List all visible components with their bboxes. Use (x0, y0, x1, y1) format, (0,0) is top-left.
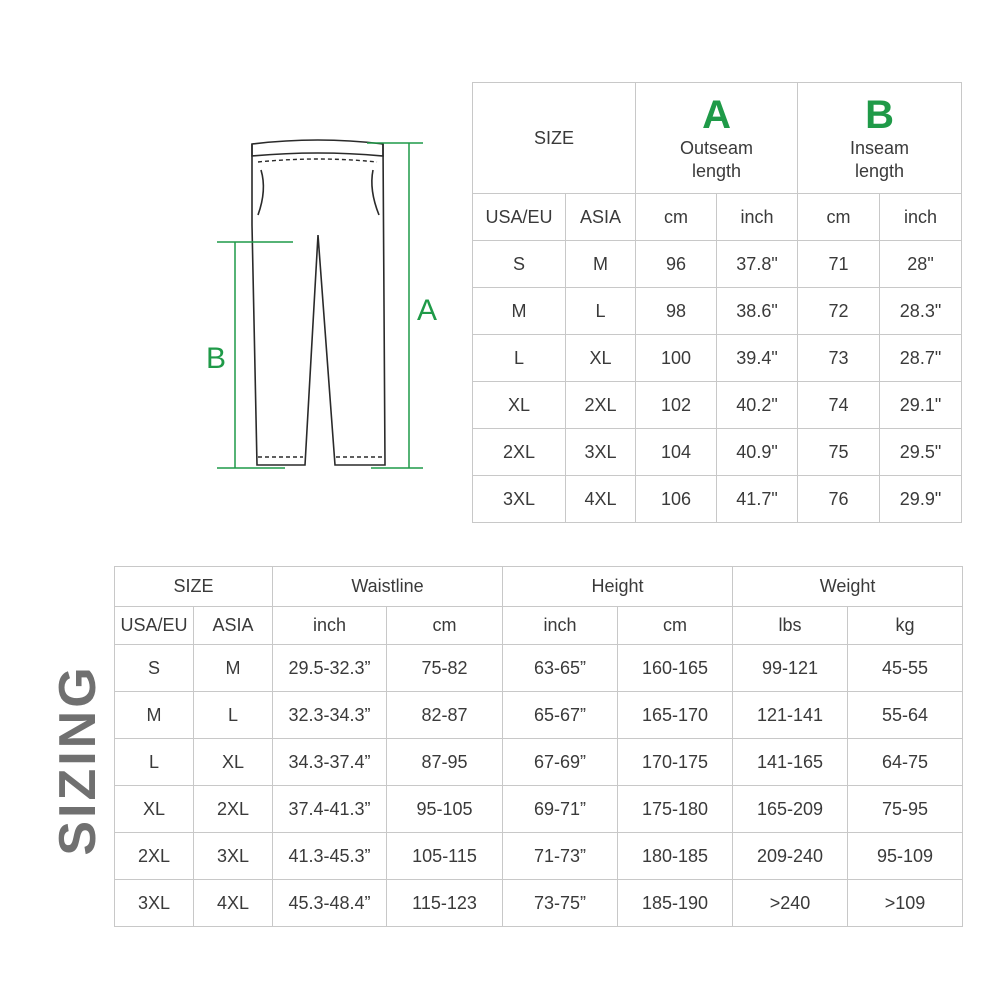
table-cell: M (473, 288, 566, 335)
table-cell: 96 (636, 241, 717, 288)
table-cell: 100 (636, 335, 717, 382)
table-cell: 175-180 (618, 786, 733, 833)
sizing-title: SIZING (49, 664, 107, 856)
table-cell: 104 (636, 429, 717, 476)
table-cell: 170-175 (618, 739, 733, 786)
table-cell: 3XL (566, 429, 636, 476)
subheader-cell: lbs (733, 607, 848, 645)
table-cell: 87-95 (387, 739, 503, 786)
table-cell: 95-109 (848, 833, 963, 880)
table-row (473, 429, 962, 476)
table-cell: M (115, 692, 194, 739)
table-subheader-row (473, 194, 962, 241)
table-cell: M (566, 241, 636, 288)
table-cell: L (566, 288, 636, 335)
outseam-header (636, 83, 798, 194)
table-cell: L (194, 692, 273, 739)
table-cell: 29.9" (880, 476, 962, 523)
table-cell: 75 (798, 429, 880, 476)
body-measurement-table (114, 566, 963, 927)
table-header-row (115, 567, 963, 607)
subheader-cell: USA/EU (473, 194, 566, 241)
table-cell: 3XL (115, 880, 194, 927)
table-cell: 115-123 (387, 880, 503, 927)
table-cell: 2XL (115, 833, 194, 880)
table-row (115, 739, 963, 786)
outseam-inseam-table (472, 82, 962, 523)
table-cell: 4XL (566, 476, 636, 523)
table-cell: XL (194, 739, 273, 786)
table-subheader-row (115, 607, 963, 645)
table-cell: 141-165 (733, 739, 848, 786)
outseam-label: Outseam (680, 138, 754, 158)
inseam-header (798, 83, 962, 194)
pants-outline (252, 140, 385, 465)
table-cell: 76 (798, 476, 880, 523)
table-row (473, 241, 962, 288)
table-cell: 121-141 (733, 692, 848, 739)
table-cell: XL (566, 335, 636, 382)
subheader-cell: cm (798, 194, 880, 241)
table-row (473, 335, 962, 382)
table-row (473, 382, 962, 429)
table-cell: 95-105 (387, 786, 503, 833)
table-cell: S (115, 645, 194, 692)
table-row (115, 645, 963, 692)
label-b: B (205, 342, 227, 375)
table-cell: 55-64 (848, 692, 963, 739)
table-cell: 28.3" (880, 288, 962, 335)
table-row (473, 288, 962, 335)
outseam-measure-line (367, 143, 423, 468)
body-measurement-rows (115, 645, 963, 927)
label-a: A (416, 294, 438, 327)
table-cell: 4XL (194, 880, 273, 927)
subheader-cell: inch (880, 194, 962, 241)
outseam-label-2: length (691, 161, 742, 181)
stitch-lines (258, 159, 383, 457)
table-cell: 38.6" (717, 288, 798, 335)
table-cell: 71 (798, 241, 880, 288)
inseam-label-2: length (854, 161, 905, 181)
table-cell: 3XL (194, 833, 273, 880)
table-cell: S (473, 241, 566, 288)
table-cell: 72 (798, 288, 880, 335)
table-cell: 73 (798, 335, 880, 382)
table-cell: 73-75” (503, 880, 618, 927)
table-cell: 98 (636, 288, 717, 335)
table-cell: XL (115, 786, 194, 833)
table-header-row (473, 83, 962, 194)
inseam-letter: B (865, 93, 894, 137)
table-cell: 74 (798, 382, 880, 429)
table-cell: 34.3-37.4” (273, 739, 387, 786)
table-cell: 45-55 (848, 645, 963, 692)
table-cell: 39.4" (717, 335, 798, 382)
subheader-cell: inch (273, 607, 387, 645)
table-row (115, 692, 963, 739)
table-cell: 40.2" (717, 382, 798, 429)
table-cell: 29.5-32.3” (273, 645, 387, 692)
table-cell: 2XL (566, 382, 636, 429)
table-row (473, 476, 962, 523)
table-row (115, 786, 963, 833)
table-cell: 102 (636, 382, 717, 429)
table-cell: 2XL (194, 786, 273, 833)
table-cell: 2XL (473, 429, 566, 476)
table-cell: 165-209 (733, 786, 848, 833)
table-cell: 71-73” (503, 833, 618, 880)
table-cell: 165-170 (618, 692, 733, 739)
table-cell: 75-95 (848, 786, 963, 833)
size-header: SIZE (115, 567, 273, 607)
inseam-label: Inseam (850, 138, 910, 158)
waistline-header: Waistline (273, 567, 503, 607)
table-cell: 29.5" (880, 429, 962, 476)
table-cell: 29.1" (880, 382, 962, 429)
height-header: Height (503, 567, 733, 607)
table-cell: XL (473, 382, 566, 429)
table-cell: 160-165 (618, 645, 733, 692)
subheader-cell: cm (387, 607, 503, 645)
table-cell: 67-69” (503, 739, 618, 786)
table-cell: 28" (880, 241, 962, 288)
outseam-letter: A (702, 93, 731, 137)
table-cell: 63-65” (503, 645, 618, 692)
table-cell: 40.9" (717, 429, 798, 476)
table-cell: L (473, 335, 566, 382)
table-cell: 64-75 (848, 739, 963, 786)
table-cell: 28.7" (880, 335, 962, 382)
subheader-cell: ASIA (194, 607, 273, 645)
subheader-cell: USA/EU (115, 607, 194, 645)
weight-header: Weight (733, 567, 963, 607)
table-row (115, 880, 963, 927)
table-cell: >240 (733, 880, 848, 927)
subheader-cell: cm (618, 607, 733, 645)
table-cell: 99-121 (733, 645, 848, 692)
table-cell: 37.8" (717, 241, 798, 288)
table-cell: 106 (636, 476, 717, 523)
table-cell: L (115, 739, 194, 786)
table-cell: 3XL (473, 476, 566, 523)
subheader-cell: inch (503, 607, 618, 645)
table-cell: 209-240 (733, 833, 848, 880)
table-cell: 37.4-41.3” (273, 786, 387, 833)
table-cell: >109 (848, 880, 963, 927)
table-cell: 180-185 (618, 833, 733, 880)
table-cell: 32.3-34.3” (273, 692, 387, 739)
table-cell: 105-115 (387, 833, 503, 880)
outseam-inseam-rows (473, 241, 962, 523)
subheader-cell: inch (717, 194, 798, 241)
size-header: SIZE (473, 83, 636, 194)
subheader-cell: kg (848, 607, 963, 645)
table-cell: M (194, 645, 273, 692)
table-cell: 82-87 (387, 692, 503, 739)
subheader-cell: cm (636, 194, 717, 241)
table-cell: 75-82 (387, 645, 503, 692)
table-cell: 41.7" (717, 476, 798, 523)
table-cell: 69-71” (503, 786, 618, 833)
pants-diagram (195, 130, 438, 480)
table-cell: 45.3-48.4” (273, 880, 387, 927)
table-row (115, 833, 963, 880)
table-cell: 41.3-45.3” (273, 833, 387, 880)
table-cell: 65-67” (503, 692, 618, 739)
subheader-cell: ASIA (566, 194, 636, 241)
table-cell: 185-190 (618, 880, 733, 927)
